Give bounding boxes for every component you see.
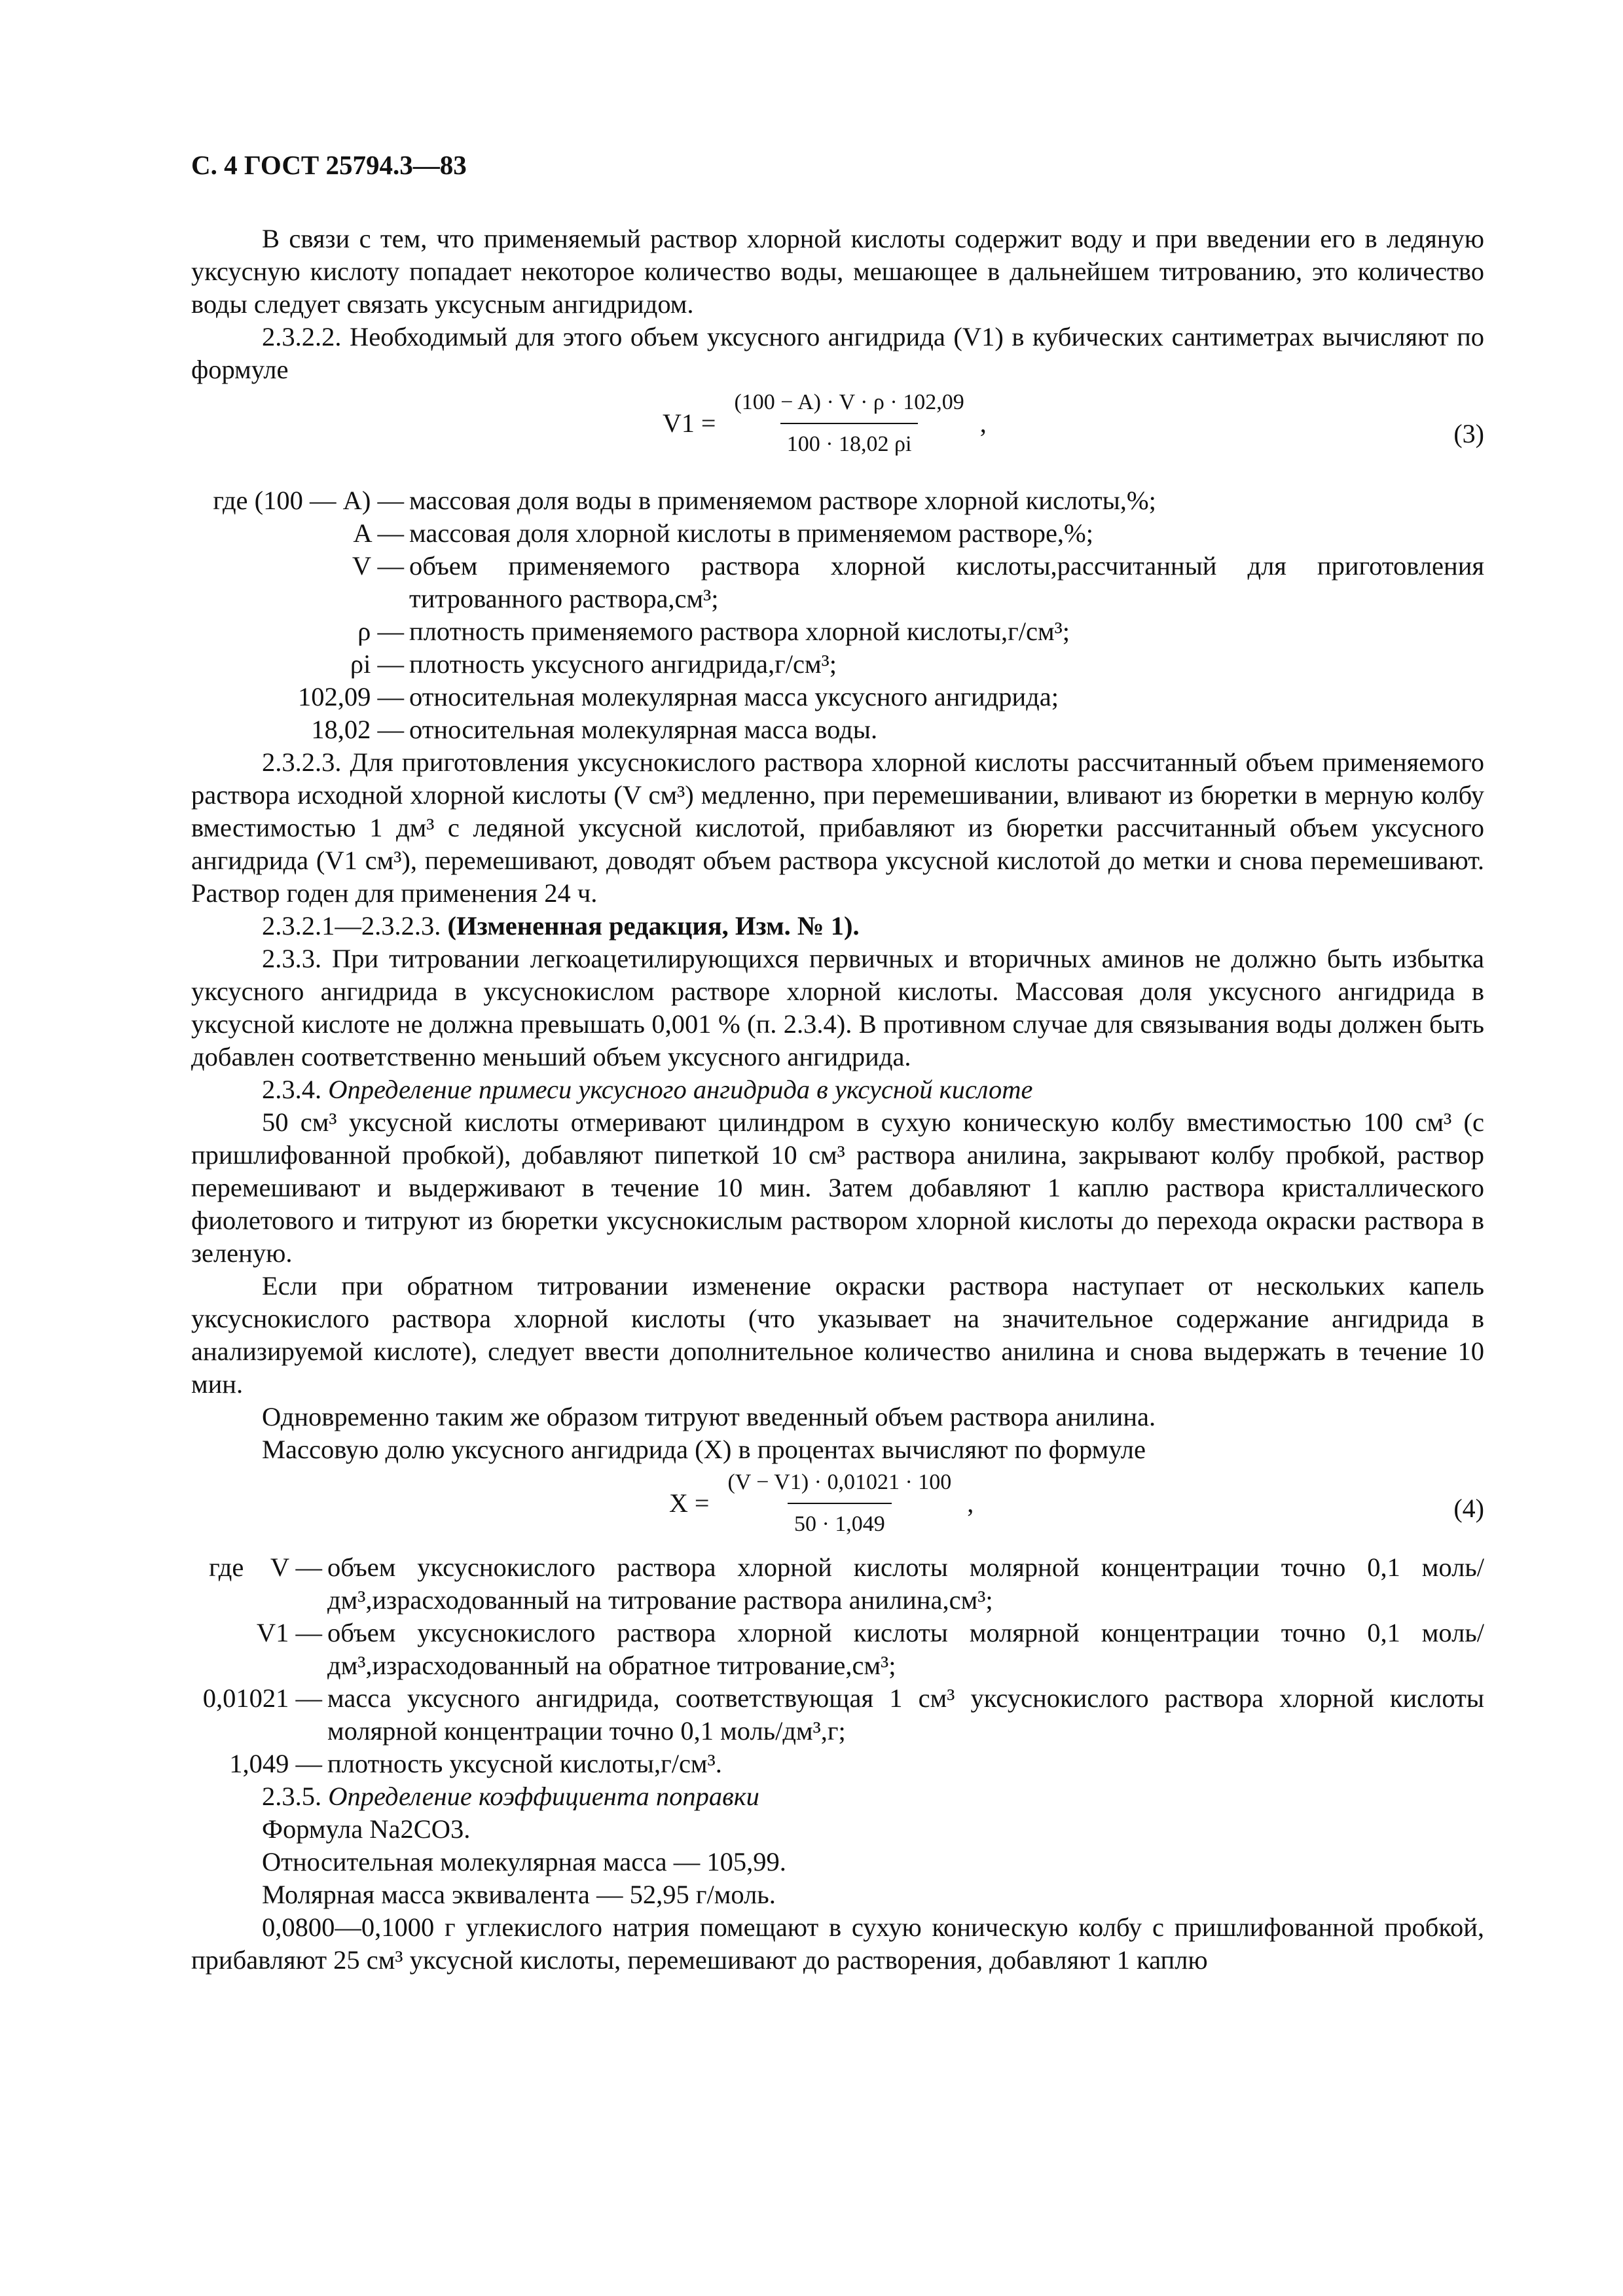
definition-key: 1,049 — xyxy=(229,1749,322,1778)
formula-4-lhs: X = xyxy=(669,1488,710,1518)
paragraph-formula-intro: Массовую долю уксусного ангидрида (X) в процентах вычисляют по формуле xyxy=(262,1435,1146,1464)
definition-key: ρi — xyxy=(350,649,404,679)
paragraph-procedure: 50 см³ уксусной кислоты отмеривают цилиндром в сухую коническую колбу вместимостью 100 см³ (с пришлифованной пробкой), добавляют пипеткой 10 см³ раствора анилина, закрывают колбу пробкой, раствор перемешивают и выдерживают в течение 10 мин. Затем добавляют 1 каплю раствора кристаллического фиолетового и титруют из бюретки уксуснокислым раствором хлорной кислоты до перехода окраски раствора в зеленую. xyxy=(191,1107,1484,1268)
formula-4-definitions xyxy=(191,1551,1484,1780)
page-header: С. 4 ГОСТ 25794.3—83 xyxy=(191,150,467,180)
paragraph-sample-procedure: 0,0800—0,1000 г углекислого натрия помещают в сухую коническую колбу с пришлифованной пробкой, прибавляют 25 см³ уксусной кислоты, перемешивают до растворения, добавляют 1 каплю xyxy=(191,1912,1484,1975)
formula-3-lhs: V1 = xyxy=(663,408,716,438)
definition-key: V1 — xyxy=(256,1618,322,1647)
formula-4-number: (4) xyxy=(1453,1494,1484,1523)
definition-key: ρ — xyxy=(357,617,404,646)
definition-text: плотность уксусного ангидрида,г/см³; xyxy=(409,649,837,679)
definition-key: V — xyxy=(352,551,404,581)
definition-text: масса уксусного ангидрида, соответствующая 1 см³ уксуснокислого раствора хлорной кислоты молярной концентрации точно 0,1 моль/дм³,г; xyxy=(327,1683,1484,1746)
definition-text: массовая доля хлорной кислоты в применяемом растворе,%; xyxy=(409,518,1094,548)
section-title: Определение примеси уксусного ангидрида в уксусной кислоте xyxy=(328,1075,1033,1104)
definition-row xyxy=(191,681,1484,713)
definition-row xyxy=(191,1748,1484,1780)
definition-text: объем уксуснокислого раствора хлорной кислоты молярной концентрации точно 0,1 моль/дм³,израсходованный на титрование раствора анилина,см³; xyxy=(327,1552,1484,1615)
definition-row xyxy=(191,615,1484,648)
paragraph-equivalent-mass: Молярная масса эквивалента — 52,95 г/моль. xyxy=(262,1880,776,1909)
definition-key: 18,02 — xyxy=(311,715,404,744)
definition-row xyxy=(191,1682,1484,1748)
formula-3-fraction xyxy=(727,386,970,461)
paragraph-2-3-2-2: 2.3.2.2. Необходимый для этого объем уксусного ангидрида (V1) в кубических сантиметрах вычисляют по формуле xyxy=(191,322,1484,384)
paragraph-formula-na2co3: Формула Na2CO3. xyxy=(262,1814,471,1844)
formula-4-numerator: (V − V1) · 0,01021 · 100 xyxy=(727,1470,952,1494)
definition-key: 102,09 — xyxy=(298,682,404,711)
formula-3-denominator: 100 · 18,02 ρi xyxy=(780,423,919,461)
definition-row xyxy=(191,550,1484,615)
definition-text: объем применяемого раствора хлорной кислоты,рассчитанный для приготовления титрованного раствора,см³; xyxy=(409,551,1484,613)
section-number: 2.3.4. xyxy=(262,1075,322,1104)
paragraph-intro: В связи с тем, что применяемый раствор хлорной кислоты содержит воду и при введении его в ледяную уксусную кислоту попадает некоторое количество воды, мешающее в дальнейшем титрованию, это количество воды следует связать уксусным ангидридом. xyxy=(191,224,1484,319)
document-body xyxy=(191,223,1484,1977)
section-2-3-4-heading xyxy=(191,1073,1484,1106)
formula-3-definitions xyxy=(191,484,1484,746)
definition-row xyxy=(191,648,1484,681)
formula-3-number: (3) xyxy=(1453,419,1484,448)
definition-row xyxy=(191,1617,1484,1682)
formula-3-numerator: (100 − A) · V · ρ · 102,09 xyxy=(734,390,964,414)
definition-key: где (100 — A) — xyxy=(213,486,404,515)
definition-text: объем уксуснокислого раствора хлорной кислоты молярной концентрации точно 0,1 моль/дм³,израсходованный на обратное титрование,см³; xyxy=(327,1618,1484,1680)
definition-text: относительная молекулярная масса уксусного ангидрида; xyxy=(409,682,1059,711)
paragraph-simultaneous: Одновременно таким же образом титруют введенный объем раствора анилина. xyxy=(262,1402,1156,1431)
formula-4-tail: , xyxy=(967,1488,974,1518)
formula-3 xyxy=(191,386,1484,484)
definition-row xyxy=(191,1551,1484,1617)
paragraph-back-titration: Если при обратном титровании изменение окраски раствора наступает от нескольких капель уксуснокислого раствора хлорной кислоты (что указывает на значительное содержание ангидрида в анализируемой кислоте), следует ввести дополнительное количество анилина и снова выдержать в течение 10 мин. xyxy=(191,1271,1484,1399)
definition-row xyxy=(191,517,1484,550)
definition-text: массовая доля воды в применяемом растворе хлорной кислоты,%; xyxy=(409,486,1156,515)
definition-key: где V — xyxy=(209,1552,322,1582)
definition-key: 0,01021 — xyxy=(202,1683,322,1713)
definition-text: плотность применяемого раствора хлорной кислоты,г/см³; xyxy=(409,617,1070,646)
formula-4-fraction xyxy=(721,1466,958,1541)
paragraph-2-3-2-3: 2.3.2.3. Для приготовления уксуснокислого раствора хлорной кислоты рассчитанный объем применяемого раствора исходной хлорной кислоты (V см³) медленно, при перемешивании, вливают из бюретки в мерную колбу вместимостью 1 дм³ с ледяной уксусной кислотой, прибавляют из бюретки рассчитанный объем уксусного ангидрида (V1 см³), перемешивают, доводят объем раствора уксусной кислотой до метки и снова перемешивают. Раствор годен для применения 24 ч. xyxy=(191,747,1484,908)
paragraph-2-3-3: 2.3.3. При титровании легкоацетилирующихся первичных и вторичных аминов не должно быть избытка уксусного ангидрида в уксуснокислом растворе хлорной кислоты. Массовая доля уксусного ангидрида в уксусной кислоте не должна превышать 0,001 % (п. 2.3.4). В противном случае для связывания воды должен быть добавлен соответственно меньший объем уксусного ангидрида. xyxy=(191,944,1484,1071)
amendment-note: (Измененная редакция, Изм. № 1). xyxy=(447,911,860,941)
section-2-3-5-heading xyxy=(191,1780,1484,1813)
section-number: 2.3.5. xyxy=(262,1782,322,1811)
definition-key: A — xyxy=(353,518,404,548)
definition-row xyxy=(191,484,1484,517)
definition-row xyxy=(191,713,1484,746)
amendment-range: 2.3.2.1—2.3.2.3. xyxy=(262,911,441,941)
formula-4-denominator: 50 · 1,049 xyxy=(788,1503,892,1541)
section-title: Определение коэффициента поправки xyxy=(328,1782,759,1811)
definition-text: плотность уксусной кислоты,г/см³. xyxy=(327,1749,722,1778)
paragraph-molecular-mass: Относительная молекулярная масса — 105,99. xyxy=(262,1847,786,1876)
formula-4 xyxy=(191,1466,1484,1551)
paragraph-amendment xyxy=(191,910,1484,942)
formula-3-tail: , xyxy=(979,408,987,438)
definition-text: относительная молекулярная масса воды. xyxy=(409,715,878,744)
